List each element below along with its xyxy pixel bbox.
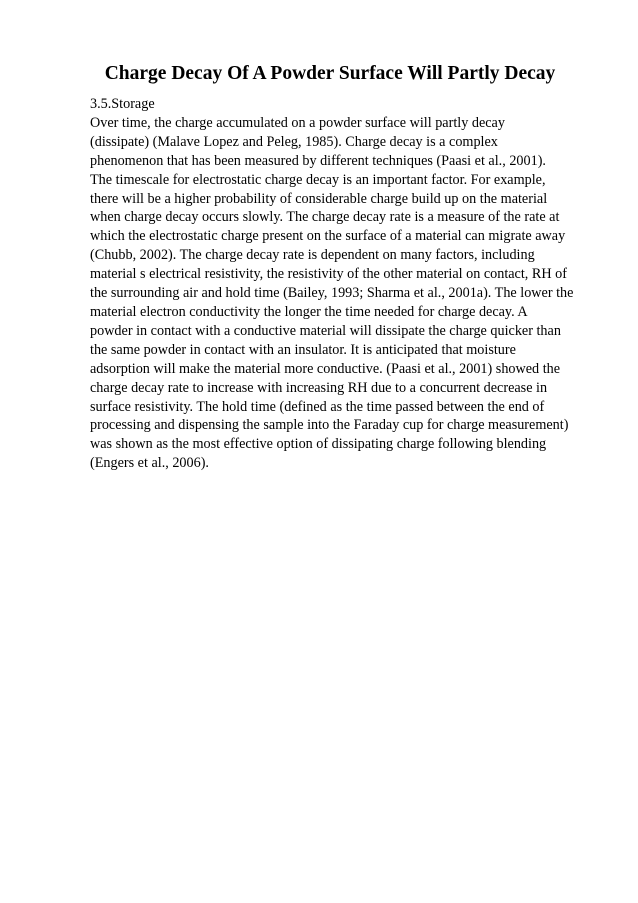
paragraph-line: Over time, the charge accumulated on a powder surface will partly decay <box>90 114 505 131</box>
paragraph-line: surface resistivity. The hold time (defined as the time passed between the end of <box>90 398 545 415</box>
paragraph-line: adsorption will make the material more conductive. (Paasi et al., 2001) showed the <box>90 360 561 377</box>
paragraph-line: material electron conductivity the longer the time needed for charge decay. A <box>90 303 528 320</box>
paragraph-line: (dissipate) (Malave Lopez and Peleg, 1985). Charge decay is a complex <box>90 133 498 150</box>
paragraph-line: phenomenon that has been measured by different techniques (Paasi et al., 2001). <box>90 152 546 169</box>
paragraph-line: powder in contact with a conductive material will dissipate the charge quicker than <box>90 322 561 339</box>
paragraph-line: was shown as the most effective option of dissipating charge following blending <box>90 436 547 453</box>
paragraph-line: The timescale for electrostatic charge decay is an important factor. For example, <box>90 171 546 188</box>
paragraph-line: the surrounding air and hold time (Bailey, 1993; Sharma et al., 2001a). The lower the <box>90 285 574 302</box>
paragraph-line: there will be a higher probability of considerable charge build up on the material <box>90 190 548 207</box>
paragraph-line: (Engers et al., 2006). <box>90 455 209 472</box>
section-heading: 3.5.Storage <box>90 96 155 112</box>
paragraph-line: (Chubb, 2002). The charge decay rate is dependent on many factors, including <box>90 247 535 264</box>
paragraph-line: which the electrostatic charge present on the surface of a material can migrate away <box>90 228 566 245</box>
paragraph-line: processing and dispensing the sample into the Faraday cup for charge measurement) <box>90 417 569 434</box>
body-text <box>90 95 610 473</box>
paragraph-line: when charge decay occurs slowly. The charge decay rate is a measure of the rate at <box>90 209 560 226</box>
page-title: Charge Decay Of A Powder Surface Will Partly Decay <box>104 63 556 84</box>
paragraph-line: the same powder in contact with an insulator. It is anticipated that moisture <box>90 341 516 358</box>
paragraph-line: material s electrical resistivity, the resistivity of the other material on contact, RH of <box>90 266 567 283</box>
paragraph-line: charge decay rate to increase with increasing RH due to a concurrent decrease in <box>90 379 548 396</box>
